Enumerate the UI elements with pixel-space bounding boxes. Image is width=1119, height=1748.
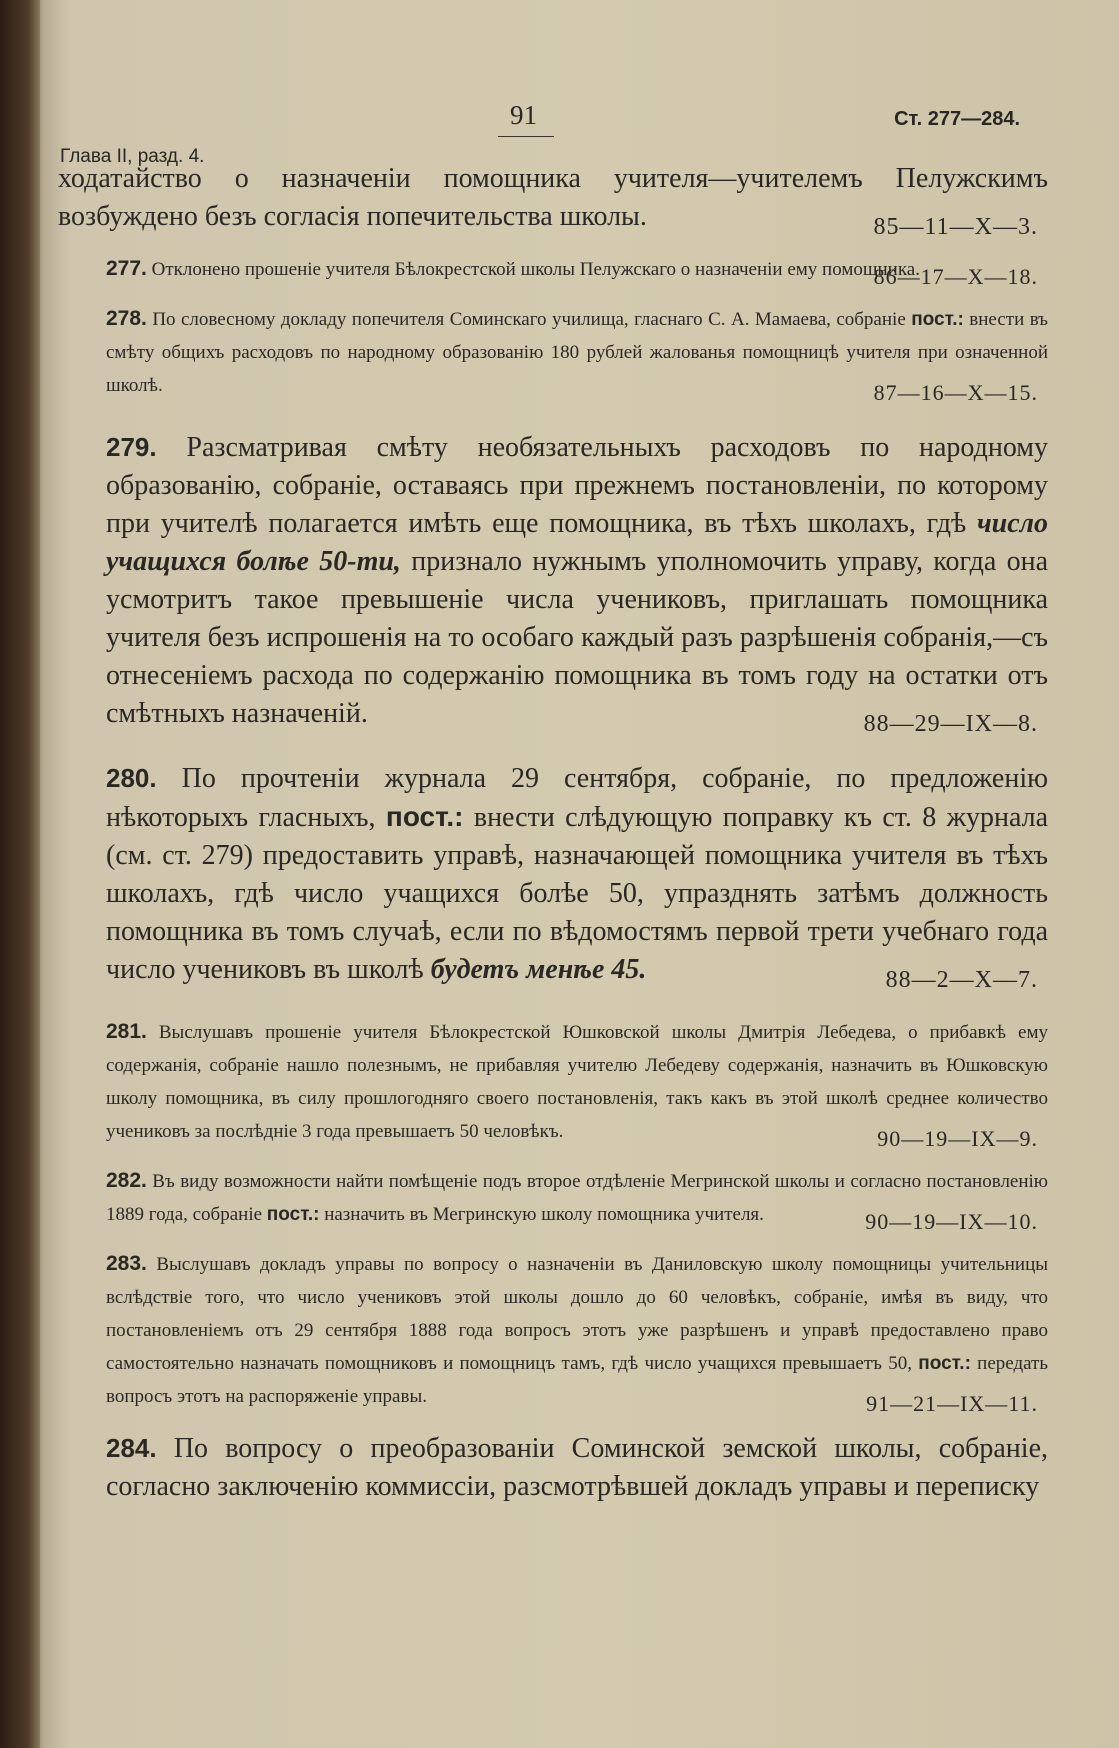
resolution-marker: пост.:	[266, 1204, 320, 1225]
article-text: Отклонено прошеніе учителя Бѣлокрестской школы Пелужскаго о назначеніи ему помощника.	[151, 259, 920, 280]
article-text: внести слѣдующую поправку къ ст. 8 журнала (см. ст. 279) предоставить управѣ, назначающей помощника учителя въ тѣхъ школахъ, гдѣ число учащихся болѣе 50, упразднять затѣмъ должность помощника въ томъ случаѣ, если по вѣдомостямъ первой трети учебнаго года число учениковъ въ школѣ	[106, 802, 1049, 985]
emphasized-text: будетъ менѣе 45.	[430, 954, 647, 985]
session-reference: 91—21—IX—11.	[866, 1391, 1038, 1416]
page-number: 91	[510, 100, 537, 130]
resolution-marker: пост.:	[911, 309, 964, 330]
article-text: назначить въ Мегринскую школу помощника учителя.	[324, 1204, 764, 1225]
book-spine	[0, 0, 40, 1748]
article-text: Разсматривая смѣту необязательныхъ расходовъ по народному образованію, собраніе, оставаясь при прежнемъ постановленіи, по которому при учителѣ полагается имѣть еще помощника, въ тѣхъ школахъ, гдѣ	[106, 432, 1048, 539]
session-reference: 85—11—X—3.	[873, 214, 1038, 240]
article-283	[58, 1247, 1048, 1415]
paragraph-text: ходатайство о назначеніи помощника учителя—учителемъ Пелужскимъ возбуждено безъ согласія попечительства школы.	[58, 163, 1048, 232]
page-body	[58, 160, 1048, 1506]
emphasized-text: число учащихся болѣе 50-ти,	[106, 508, 1049, 577]
article-number: 277.	[106, 257, 147, 280]
article-number: 282.	[106, 1169, 147, 1192]
session-reference: 90—19—IX—10.	[865, 1209, 1038, 1234]
session-reference: 87—16—X—15.	[873, 380, 1038, 405]
article-text: внести въ смѣту общихъ расходовъ по народному образованію 180 рублей жалованья помощницѣ учителя при означенной школѣ.	[106, 309, 1049, 396]
article-284	[58, 1429, 1048, 1506]
article-282	[58, 1164, 1048, 1233]
article-text: Выслушавъ прошеніе учителя Бѣлокрестской Юшковской школы Дмитрія Лебедева, о прибавкѣ ему содержанія, собраніе нашло полезнымъ, не прибавляя учителю Лебедеву содержанія, назначить въ Юшковскую школу помощника, въ силу прошлогодняго своего постановленія, такъ какъ въ этой школѣ среднее количество учениковъ за послѣдніе 3 года превышаетъ 50 человѣкъ.	[106, 1022, 1048, 1142]
article-281	[58, 1015, 1048, 1150]
article-text: Въ виду возможности найти помѣщеніе подъ второе отдѣленіе Мегринской школы и согласно постановленію 1889 года, собраніе	[106, 1171, 1048, 1225]
article-number: 280.	[106, 763, 157, 793]
article-277	[58, 252, 1048, 288]
article-279	[58, 428, 1048, 735]
article-text: По вопросу о преобразованіи Соминской земской школы, собраніе, согласно заключенію коммиссіи, разсмотрѣвшей докладъ управы и переписку	[106, 1433, 1048, 1502]
resolution-marker: пост.:	[385, 801, 464, 832]
article-number: 279.	[106, 432, 157, 462]
page-number-rule	[498, 136, 554, 137]
article-number: 278.	[106, 307, 147, 330]
article-number: 281.	[106, 1020, 147, 1043]
article-range: Ст. 277—284.	[894, 108, 1020, 130]
continued-paragraph	[58, 160, 1048, 238]
session-reference: 86—17—X—18.	[873, 264, 1038, 289]
article-text: По словесному докладу попечителя Соминскаго училища, гласнаго С. А. Мамаева, собраніе	[152, 309, 906, 330]
article-number: 283.	[106, 1252, 147, 1275]
session-reference: 88—2—X—7.	[885, 967, 1038, 993]
article-278	[58, 302, 1048, 404]
article-text: признало нужнымъ уполномочить управу, когда она усмотритъ такое превышеніе числа учениковъ, приглашать помощника учителя безъ испрошенія на то особаго каждый разъ разрѣшенія собранія,—съ отнесеніемъ расхода по содержанію помощника въ томъ году на остатки отъ смѣтныхъ назначеній.	[106, 546, 1049, 729]
session-reference: 88—29—IX—8.	[863, 711, 1038, 737]
article-text: Выслушавъ докладъ управы по вопросу о назначеніи въ Даниловскую школу помощницы учительницы вслѣдствіе того, что число учениковъ этой школы дошло до 60 человѣкъ, собраніе, имѣя въ виду, что постановленіемъ отъ 29 сентября 1888 года вопросъ этотъ уже разрѣшенъ и управѣ предоставлено право самостоятельно назначать помощниковъ и помощницъ тамъ, гдѣ число учащихся превышаетъ 50,	[106, 1254, 1049, 1374]
resolution-marker: пост.:	[918, 1353, 971, 1374]
article-text: передать вопросъ этотъ на распоряженіе управы.	[106, 1353, 1049, 1407]
article-text: По прочтеніи журнала 29 сентября, собраніе, по предложенію нѣкоторыхъ гласныхъ,	[106, 763, 1049, 833]
article-number: 284.	[106, 1433, 157, 1463]
article-280	[58, 759, 1048, 991]
chapter-label: Глава II, разд. 4.	[60, 146, 205, 167]
session-reference: 90—19—IX—9.	[877, 1126, 1038, 1151]
page-header	[60, 100, 1020, 167]
